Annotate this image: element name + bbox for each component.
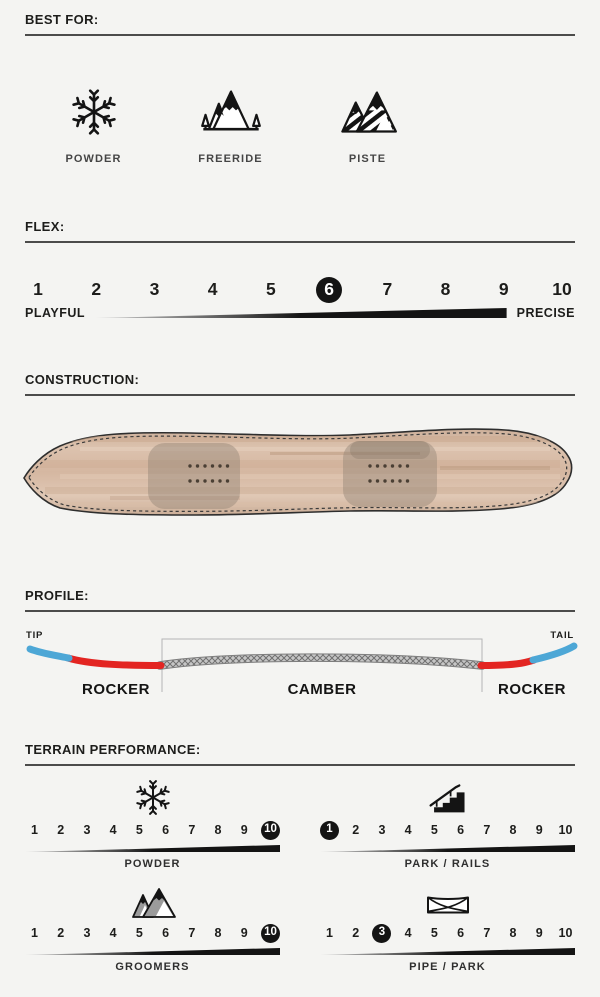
scale-number-6: 6 xyxy=(457,822,465,837)
snowflake-icon xyxy=(72,68,116,136)
pipe-park-scale-numbers xyxy=(320,923,575,943)
tail-label: TAIL xyxy=(550,630,574,641)
construction-heading: CONSTRUCTION: xyxy=(25,372,575,396)
best-for-item-freeride xyxy=(162,68,299,165)
scale-number-7: 7 xyxy=(382,278,393,299)
terrain-cell-park-rails xyxy=(320,776,575,870)
terrain-cell-powder xyxy=(25,776,280,870)
best-for-label: PISTE xyxy=(348,153,387,165)
best-for-section xyxy=(25,12,575,165)
pipe-park-label: PIPE / PARK xyxy=(409,961,486,973)
terrain-heading: TERRAIN PERFORMANCE: xyxy=(25,742,575,766)
flex-heading: FLEX: xyxy=(25,219,575,243)
halfpipe-icon xyxy=(320,879,575,919)
flex-left-label: PLAYFUL xyxy=(25,306,85,320)
scale-number-4: 4 xyxy=(404,822,412,837)
scale-number-9: 9 xyxy=(240,925,248,940)
tip-label: TIP xyxy=(26,630,44,641)
stairs-rail-icon xyxy=(320,776,575,816)
freeride-mountains-icon xyxy=(200,68,262,136)
scale-number-8: 8 xyxy=(214,822,222,837)
scale-number-3: 3 xyxy=(83,822,91,837)
board-profile-diagram xyxy=(20,622,580,714)
best-for-label: POWDER xyxy=(65,153,122,165)
pipe-park-wedge-bar xyxy=(320,948,575,955)
groomers-scale-numbers xyxy=(25,923,280,943)
construction-section xyxy=(25,372,575,528)
scale-number-5: 5 xyxy=(430,925,438,940)
piste-mountains-icon xyxy=(339,68,397,136)
flex-right-label: PRECISE xyxy=(516,306,575,320)
scale-number-4: 4 xyxy=(109,822,117,837)
powder-scale-numbers xyxy=(25,820,280,840)
scale-number-9: 9 xyxy=(535,925,543,940)
tip-segment xyxy=(30,649,69,658)
scale-number-8: 8 xyxy=(440,278,451,299)
groomers-wedge-bar xyxy=(25,948,280,955)
flex-wedge-bar xyxy=(95,308,507,318)
groomer-mountains-icon xyxy=(25,879,280,919)
scale-number-10-selected: 10 xyxy=(261,924,280,943)
terrain-cell-pipe-park xyxy=(320,879,575,973)
scale-number-8: 8 xyxy=(214,925,222,940)
powder-wedge-bar xyxy=(25,845,280,852)
camber-label: CAMBER xyxy=(287,681,357,698)
scale-number-4: 4 xyxy=(109,925,117,940)
groomers-label: GROOMERS xyxy=(115,961,190,973)
best-for-items xyxy=(25,68,575,165)
scale-number-10: 10 xyxy=(552,278,572,299)
flex-scale xyxy=(25,276,575,320)
scale-number-3: 3 xyxy=(149,278,160,299)
rocker-segment-left xyxy=(68,658,161,666)
best-for-item-piste xyxy=(299,68,436,165)
scale-number-8: 8 xyxy=(509,822,517,837)
scale-number-9: 9 xyxy=(498,278,509,299)
scale-number-1-selected: 1 xyxy=(320,821,339,840)
best-for-item-powder xyxy=(25,68,162,165)
scale-number-4: 4 xyxy=(404,925,412,940)
profile-section xyxy=(25,588,575,714)
scale-number-7: 7 xyxy=(188,925,196,940)
scale-number-5: 5 xyxy=(266,278,276,299)
scale-number-2: 2 xyxy=(352,822,360,837)
scale-number-2: 2 xyxy=(352,925,360,940)
park-rails-label: PARK / RAILS xyxy=(404,858,491,870)
flex-scale-numbers xyxy=(25,276,575,303)
scale-number-5: 5 xyxy=(430,822,438,837)
park-rails-scale-numbers xyxy=(320,820,575,840)
scale-number-3: 3 xyxy=(378,822,386,837)
terrain-grid xyxy=(25,776,575,973)
scale-number-7: 7 xyxy=(188,822,196,837)
scale-number-9: 9 xyxy=(240,822,248,837)
scale-number-9: 9 xyxy=(535,822,543,837)
scale-number-8: 8 xyxy=(509,925,517,940)
rocker-label-left: ROCKER xyxy=(81,681,151,698)
scale-number-1: 1 xyxy=(326,925,333,940)
rocker-label-right: ROCKER xyxy=(497,681,567,698)
scale-number-3-selected: 3 xyxy=(372,924,391,943)
profile-heading: PROFILE: xyxy=(25,588,575,612)
scale-number-7: 7 xyxy=(483,822,491,837)
tail-segment xyxy=(533,646,574,660)
scale-number-6-selected: 6 xyxy=(316,277,342,303)
scale-number-1: 1 xyxy=(31,925,38,940)
scale-number-4: 4 xyxy=(207,278,218,299)
scale-number-3: 3 xyxy=(83,925,91,940)
flex-section xyxy=(25,219,575,320)
scale-number-1: 1 xyxy=(31,822,38,837)
rocker-segment-right xyxy=(481,660,534,666)
scale-number-2: 2 xyxy=(57,925,65,940)
best-for-label: FREERIDE xyxy=(198,153,263,165)
scale-number-10-selected: 10 xyxy=(261,821,280,840)
scale-number-2: 2 xyxy=(57,822,65,837)
scale-number-6: 6 xyxy=(162,822,170,837)
best-for-heading: BEST FOR: xyxy=(25,12,575,36)
snowboard-construction-image xyxy=(20,416,580,528)
scale-number-7: 7 xyxy=(483,925,491,940)
flex-bar-row xyxy=(25,306,575,320)
scale-number-6: 6 xyxy=(457,925,465,940)
scale-number-5: 5 xyxy=(135,925,143,940)
scale-number-6: 6 xyxy=(162,925,170,940)
terrain-cell-groomers xyxy=(25,879,280,973)
powder-label: POWDER xyxy=(124,858,181,870)
scale-number-2: 2 xyxy=(91,278,102,299)
scale-number-5: 5 xyxy=(135,822,143,837)
snowflake-icon xyxy=(25,776,280,816)
scale-number-10: 10 xyxy=(558,822,573,837)
scale-number-10: 10 xyxy=(558,925,573,940)
scale-number-1: 1 xyxy=(33,278,43,299)
park-rails-wedge-bar xyxy=(320,845,575,852)
terrain-performance-section xyxy=(25,742,575,973)
